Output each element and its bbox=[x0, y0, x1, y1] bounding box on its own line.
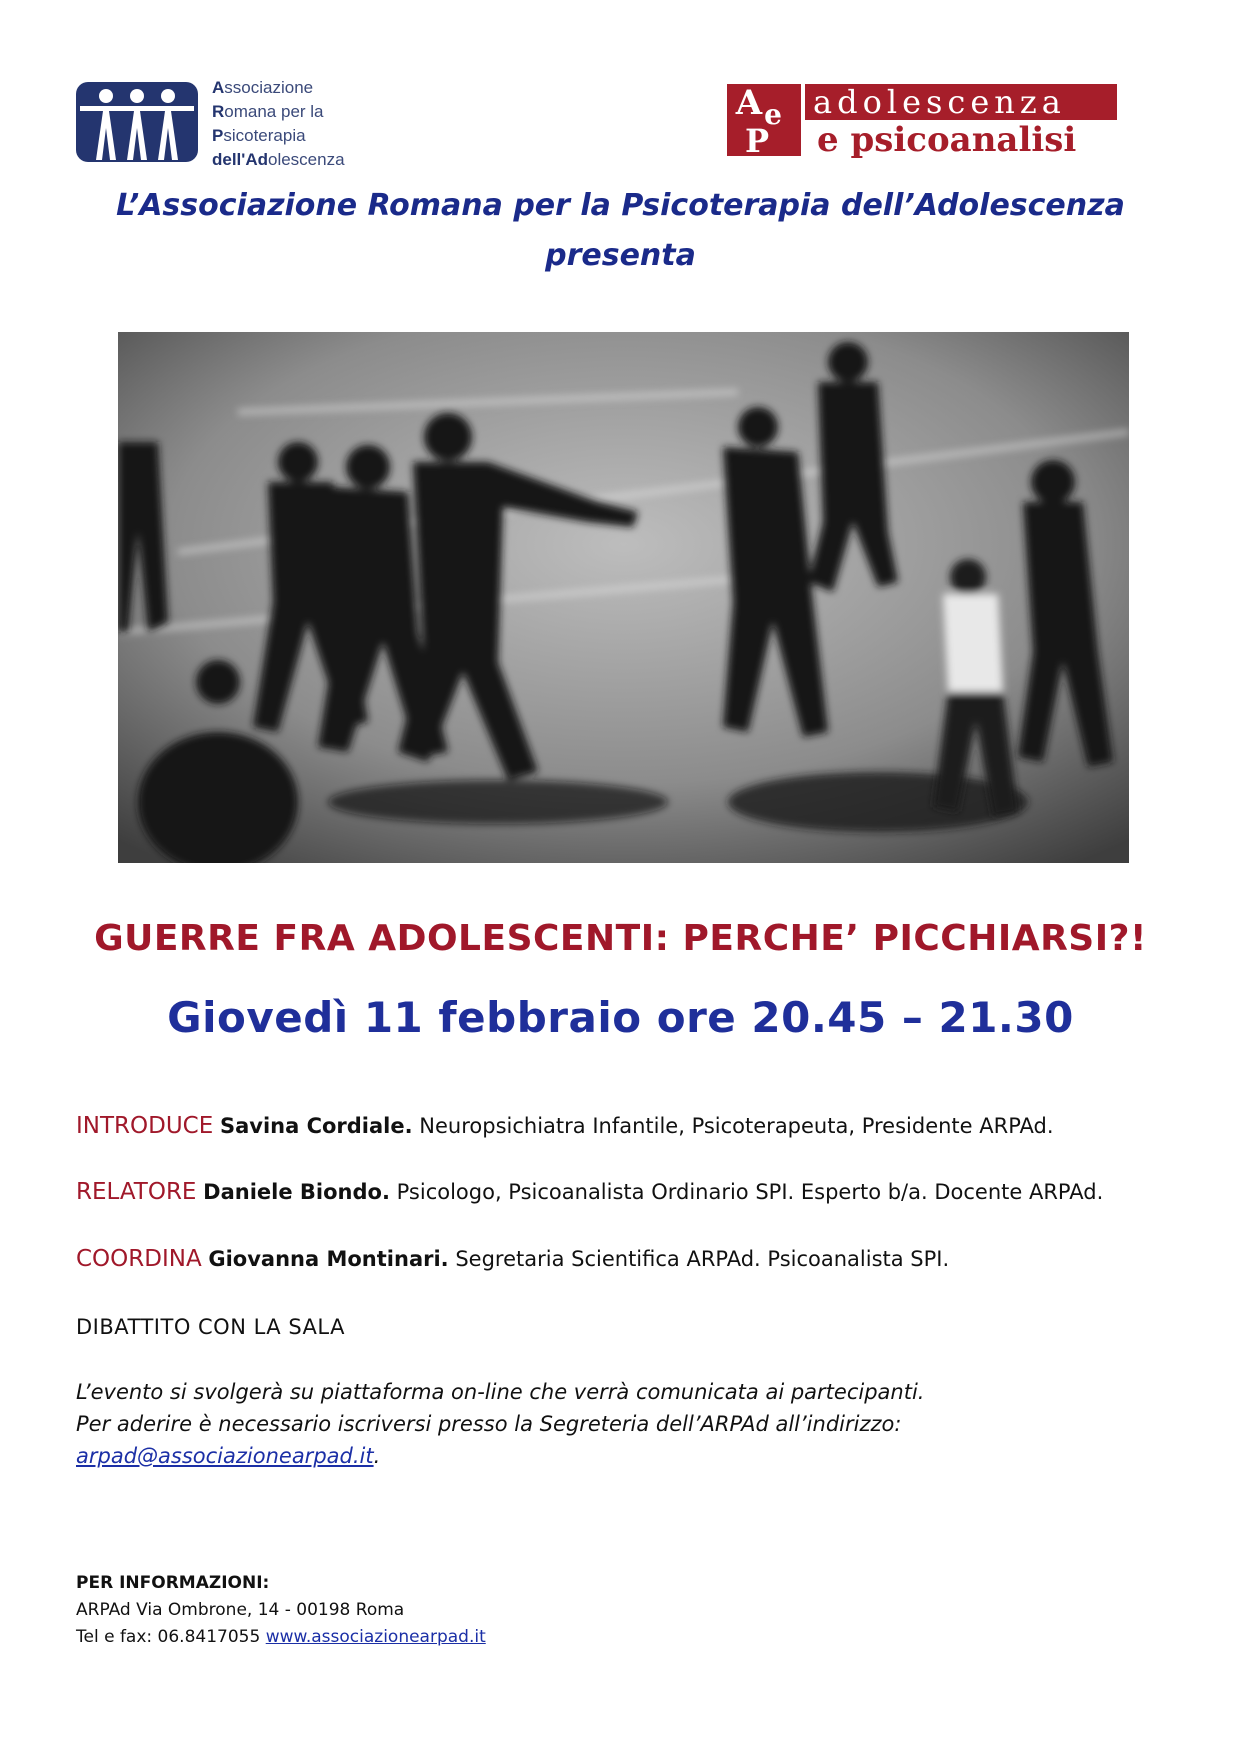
logo-line: dell'Adolescenza bbox=[212, 150, 345, 169]
note-line-1: L’evento si svolgerà su piattaforma on-line che verrà comunicata ai partecipanti. bbox=[76, 1380, 925, 1404]
speaker-role: INTRODUCE bbox=[76, 1113, 214, 1139]
arpad-logo-text bbox=[212, 76, 372, 172]
speaker-name: Savina Cordiale. bbox=[219, 1114, 413, 1138]
three-figures-logo-icon bbox=[76, 76, 198, 164]
speaker-description: Psicologo, Psicoanalista Ordinario SPI. Esperto b/a. Docente ARPAd. bbox=[396, 1180, 1104, 1204]
arpad-logo bbox=[76, 76, 366, 171]
speaker-description: Segretaria Scientifica ARPAd. Psicoanalista SPI. bbox=[455, 1247, 950, 1271]
email-suffix: . bbox=[373, 1444, 381, 1468]
fight-photo bbox=[118, 332, 1129, 863]
speaker-name: Giovanna Montinari. bbox=[208, 1247, 449, 1271]
aep-logo-word-adolescenza: adolescenza bbox=[805, 84, 1117, 120]
info-address: ARPAd Via Ombrone, 14 - 00198 Roma bbox=[76, 1600, 405, 1620]
logo-line: Associazione bbox=[212, 78, 314, 97]
aep-letter: e bbox=[764, 98, 782, 131]
info-label: PER INFORMAZIONI: bbox=[76, 1573, 270, 1593]
email-link[interactable]: arpad@associazionearpad.it bbox=[76, 1444, 374, 1468]
event-title: GUERRE FRA ADOLESCENTI: PERCHE’ PICCHIARSI?! bbox=[94, 918, 1147, 959]
speaker-line bbox=[76, 1246, 1226, 1272]
debate-line: DIBATTITO CON LA SALA bbox=[76, 1315, 345, 1339]
note-line-2: Per aderire è necessario iscriversi presso la Segreteria dell’ARPAd all’indirizzo: bbox=[76, 1412, 902, 1436]
speaker-line bbox=[76, 1179, 1226, 1205]
logo-line: Psicoterapia bbox=[212, 126, 306, 145]
aep-monogram-icon bbox=[727, 84, 801, 156]
website-link[interactable]: www.associazionearpad.it bbox=[265, 1627, 486, 1647]
presenter-line: L’Associazione Romana per la Psicoterapia dell’Adolescenza bbox=[116, 188, 1125, 223]
presenter-presenta: presenta bbox=[545, 238, 696, 273]
aep-logo bbox=[727, 84, 1117, 162]
speaker-line bbox=[76, 1113, 1226, 1139]
logo-line: Romana per la bbox=[212, 102, 324, 121]
speaker-name: Daniele Biondo. bbox=[203, 1180, 390, 1204]
info-contact-line bbox=[76, 1627, 486, 1647]
info-phone: Tel e fax: 06.8417055 bbox=[76, 1627, 261, 1647]
fight-photo-image bbox=[118, 332, 1129, 863]
speaker-role: RELATORE bbox=[76, 1179, 197, 1205]
aep-letter: A bbox=[735, 84, 763, 123]
event-date: Giovedì 11 febbraio ore 20.45 – 21.30 bbox=[167, 993, 1074, 1042]
aep-logo-word-psicoanalisi: e psicoanalisi bbox=[817, 120, 1077, 160]
speaker-description: Neuropsichiatra Infantile, Psicoterapeuta, Presidente ARPAd. bbox=[419, 1114, 1054, 1138]
aep-letter: P bbox=[744, 122, 770, 156]
note-email-line bbox=[76, 1444, 1176, 1468]
speaker-role: COORDINA bbox=[76, 1246, 202, 1272]
